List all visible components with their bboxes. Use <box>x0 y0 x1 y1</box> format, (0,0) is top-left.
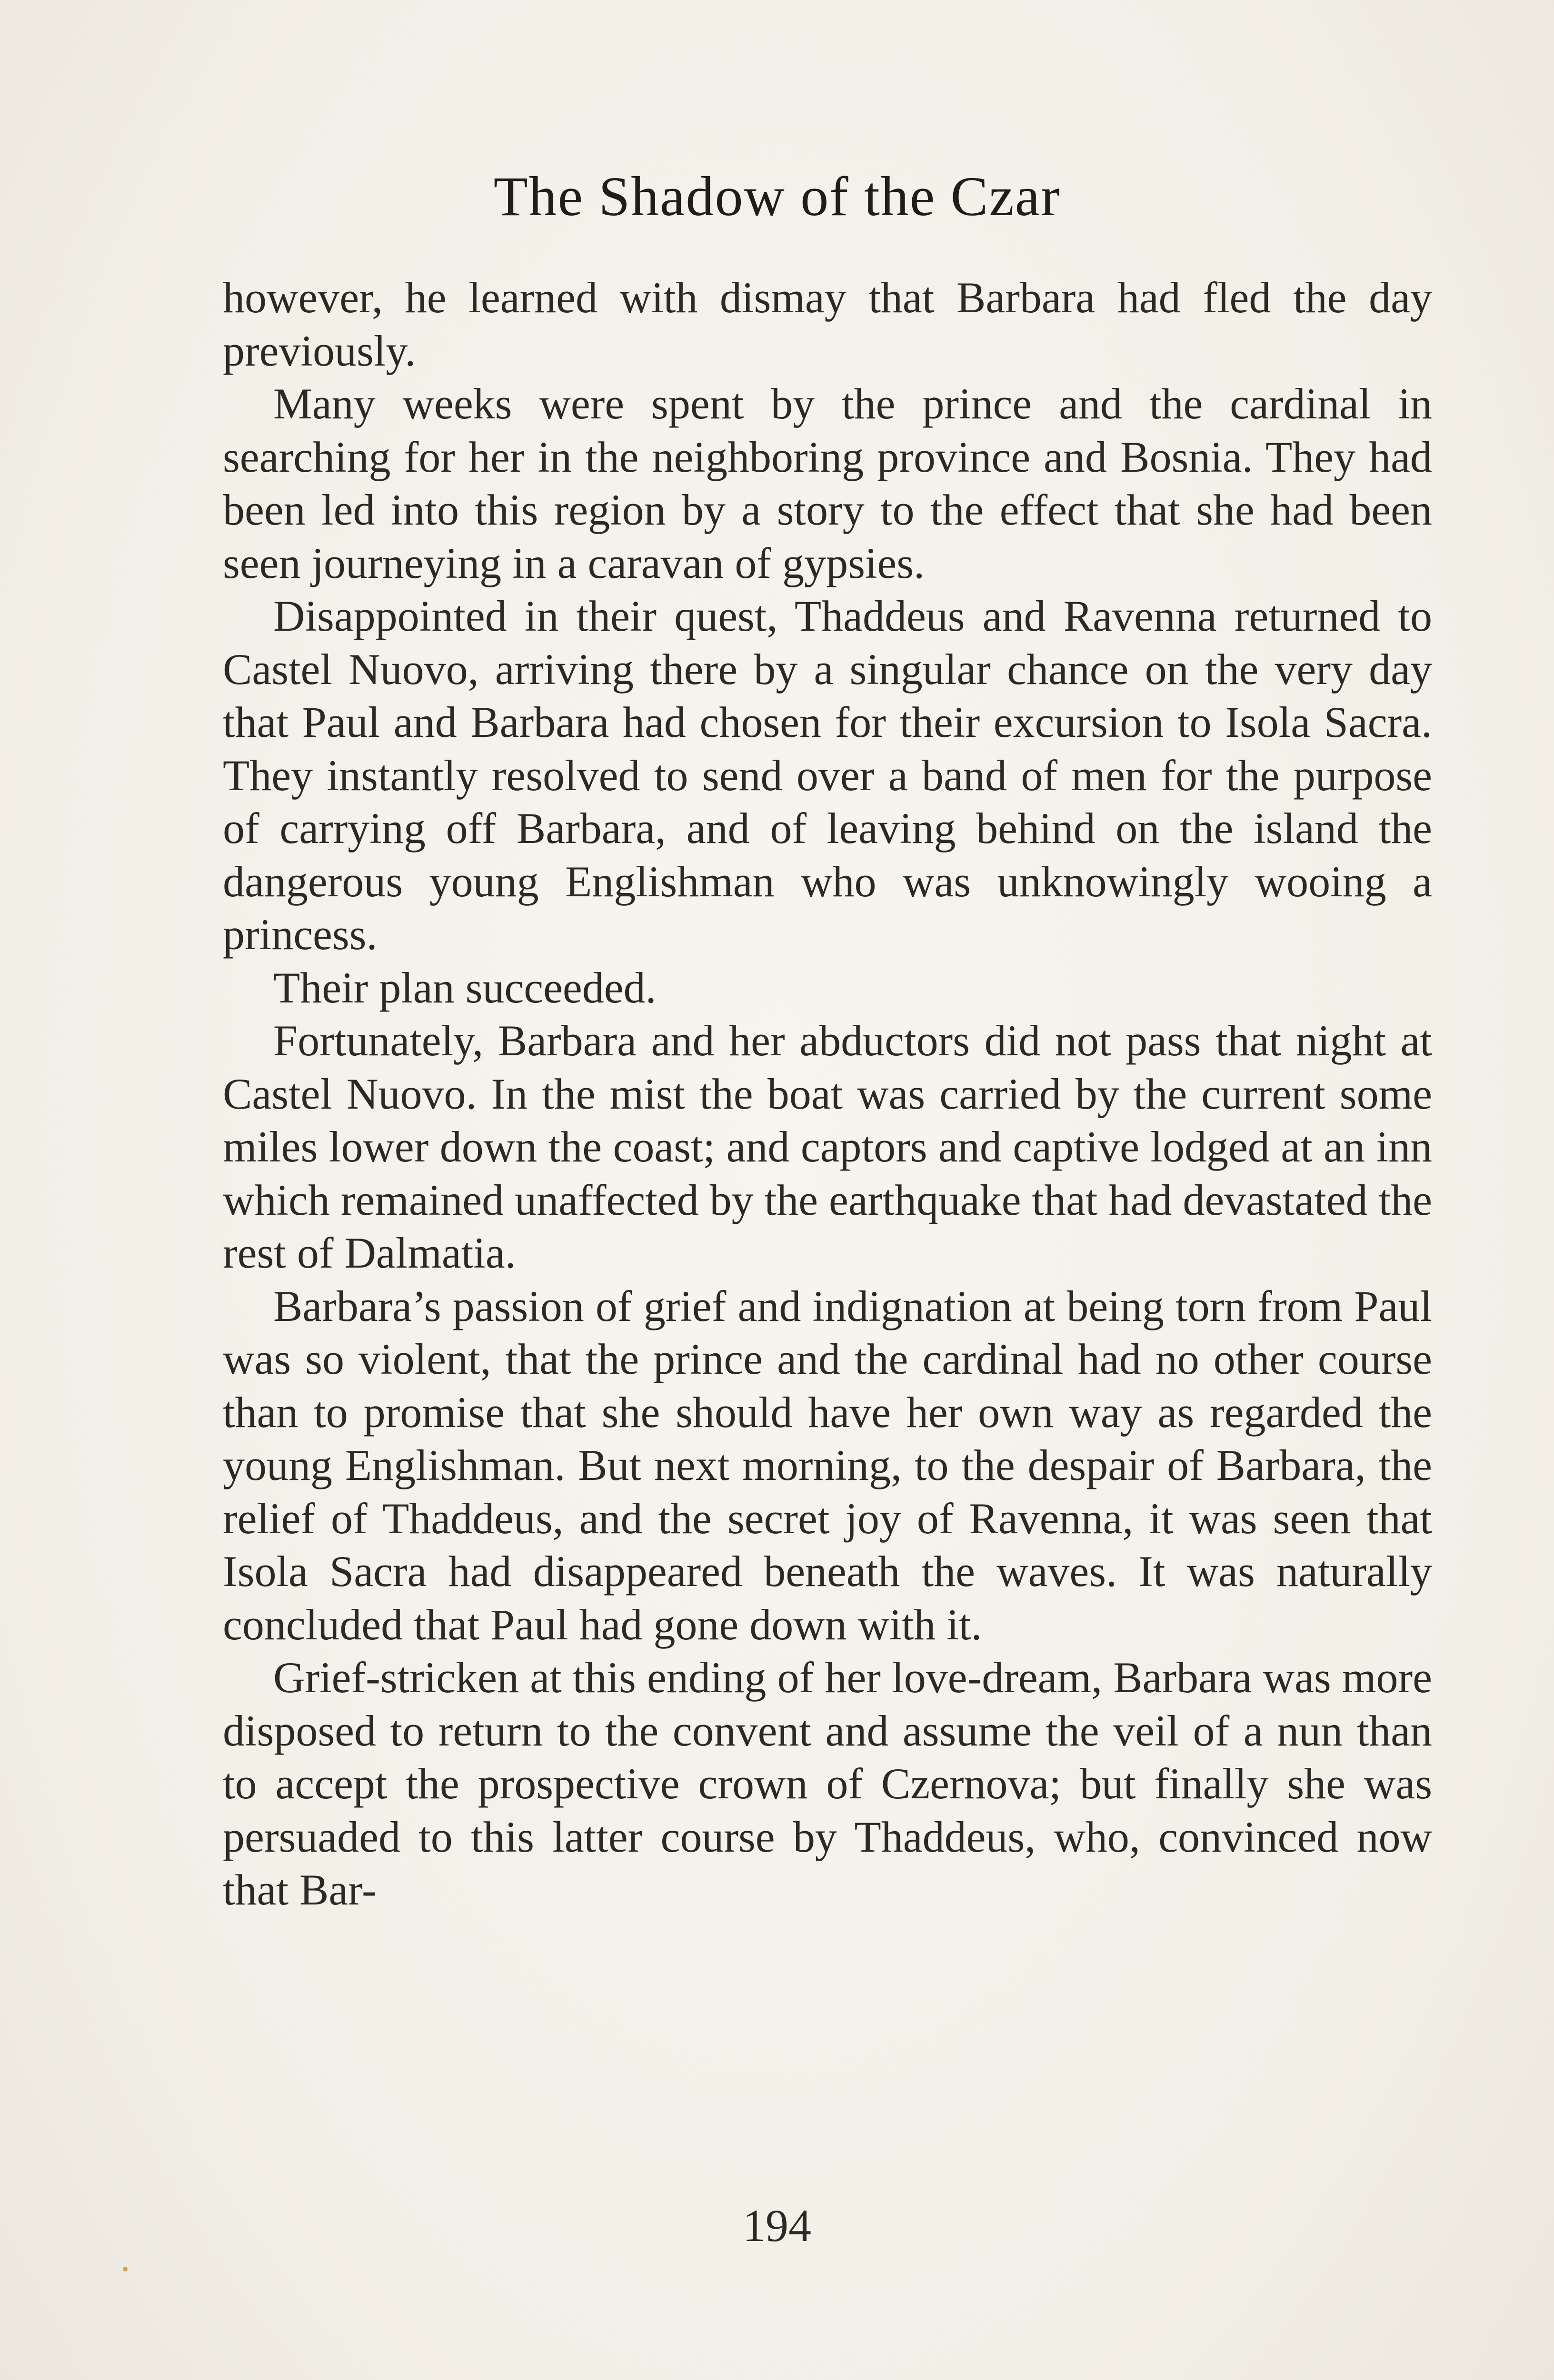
paragraph-6: Barbara’s passion of grief and indignation at being torn from Paul was so violent, that the prince and the cardinal had no other course than to promise that she should have her own way as regarded the young Englishman. But next morning, to the despair of Barbara, the relief of Thaddeus, and the secret joy of Ravenna, it was seen that Isola Sacra had disappeared beneath the waves. It was naturally concluded that Paul had gone down with it. <box>223 1281 1432 1649</box>
paragraph-3: Disappointed in their quest, Thaddeus and Ravenna returned to Castel Nuovo, arriving there by a singular chance on the very day that Paul and Barbara had chosen for their excursion to Isola Sacra. They instantly resolved to send over a band of men for the purpose of carrying off Barbara, and of leaving behind on the island the dangerous young Englishman who was unknowingly wooing a princess. <box>223 592 1432 959</box>
page-number: 194 <box>743 2200 811 2251</box>
paragraph-1: however, he learned with dismay that Barbara had fled the day previously. <box>223 273 1432 375</box>
paragraph-7: Grief-stricken at this ending of her love-dream, Barbara was more disposed to return to the convent and assume the veil of a nun than to accept the prospective crown of Czernova; but finally she was persuaded to this latter course by Thaddeus, who, convinced now that Bar- <box>223 1653 1432 1914</box>
paragraph-5: Fortunately, Barbara and her abductors did not pass that night at Castel Nuovo. In the mist the boat was carried by the current some miles lower down the coast; and captors and captive lodged at an inn which remained unaffected by the earthquake that had devastated the rest of Dalmatia. <box>223 1016 1432 1277</box>
paragraph-2: Many weeks were spent by the prince and the cardinal in searching for her in the neighboring province and Bosnia. They had been led into this region by a story to the effect that she had been seen journeying in a caravan of gypsies. <box>223 379 1432 587</box>
paper-speck <box>123 2267 128 2271</box>
running-head: The Shadow of the Czar <box>493 165 1061 228</box>
body-text <box>223 271 1432 1917</box>
paragraph-4: Their plan succeeded. <box>273 963 657 1012</box>
